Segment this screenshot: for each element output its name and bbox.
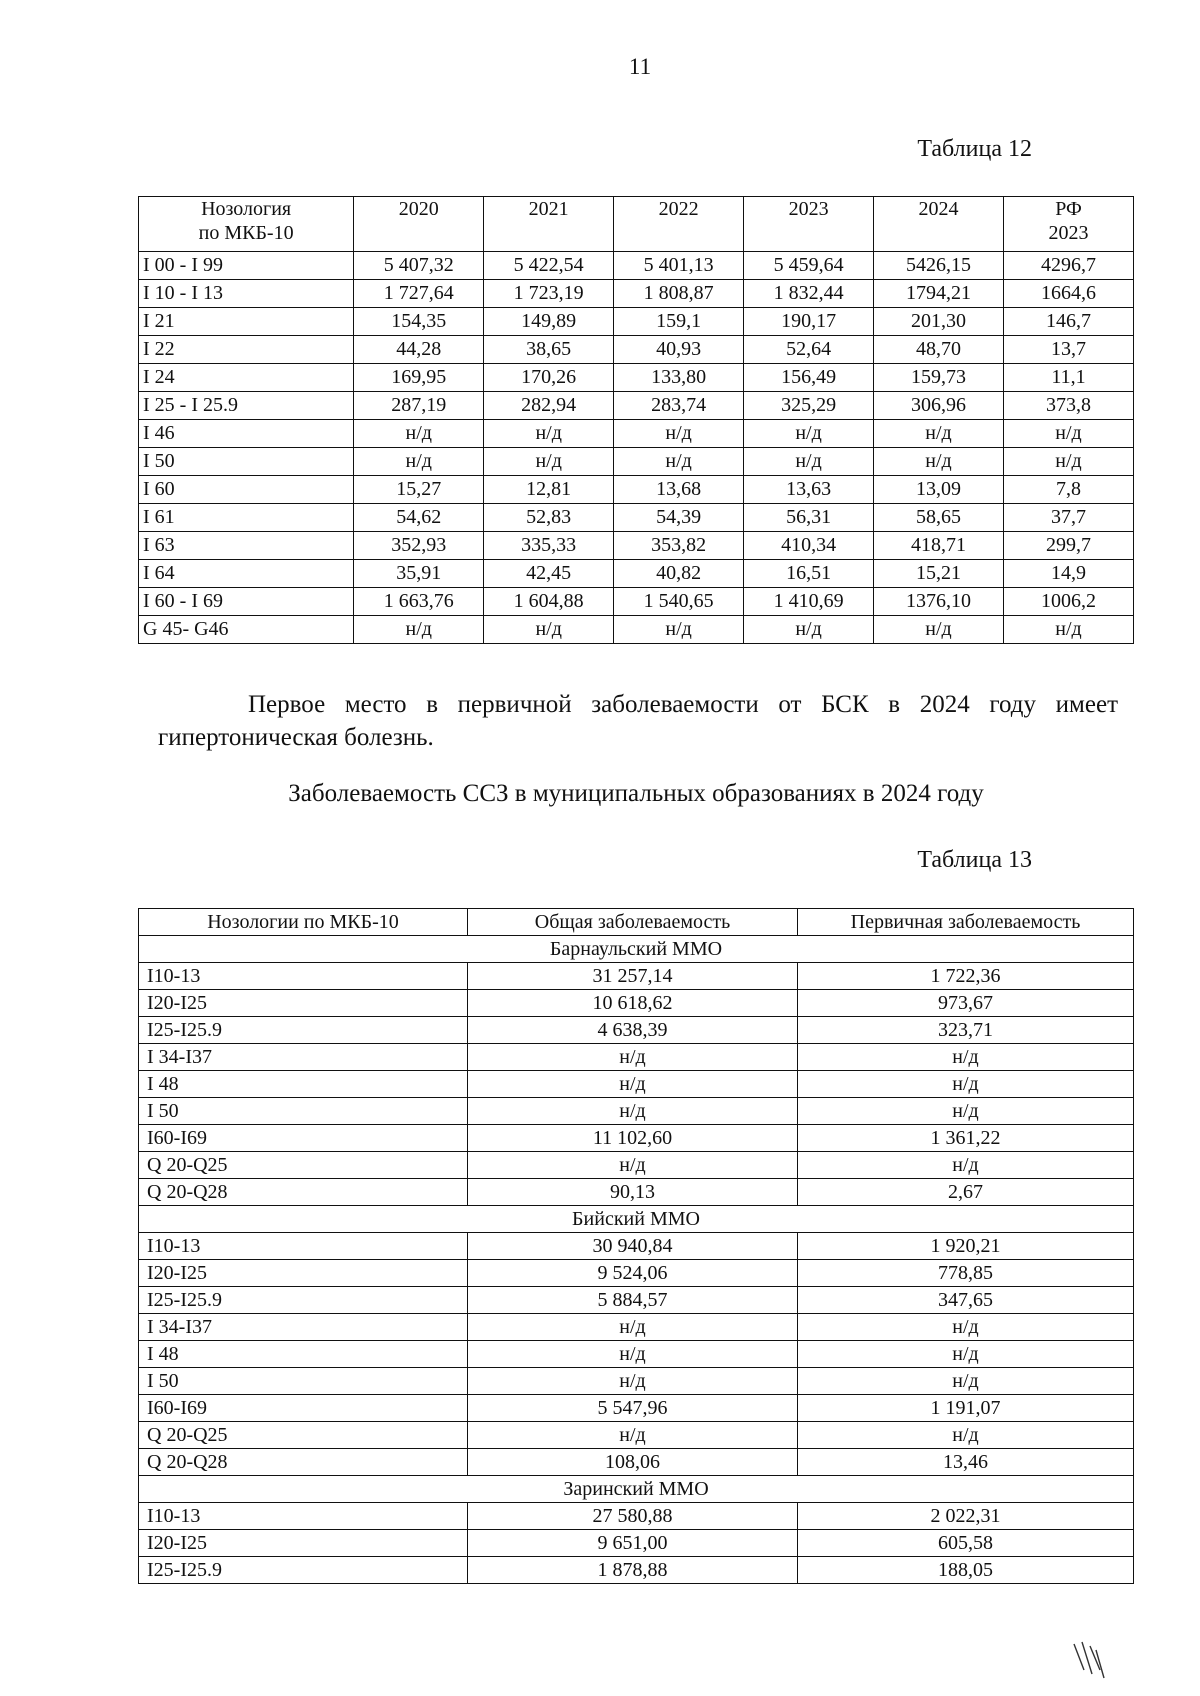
nosology-cell: G 45- G46 [139,616,354,644]
value-cell: 7,8 [1004,476,1134,504]
table-13-row [139,1017,1134,1044]
value-cell: 11,1 [1004,364,1134,392]
nosology-cell: I10-13 [139,1233,468,1260]
table-13-row [139,1557,1134,1584]
primary-morbidity-cell: 347,65 [798,1287,1134,1314]
primary-morbidity-cell: н/д [798,1341,1134,1368]
nosology-cell: I 21 [139,308,354,336]
table-13-row [139,1503,1134,1530]
nosology-cell: I20-I25 [139,990,468,1017]
table-13-row [139,990,1134,1017]
table-13-row [139,1422,1134,1449]
header-year-2023: 2023 [744,197,874,252]
value-cell: 1 410,69 [744,588,874,616]
value-cell: 352,93 [354,532,484,560]
header-year-2021: 2021 [484,197,614,252]
value-cell: 287,19 [354,392,484,420]
total-morbidity-cell: 31 257,14 [468,963,798,990]
nosology-cell: I10-13 [139,963,468,990]
nosology-cell: I 60 - I 69 [139,588,354,616]
value-cell: 325,29 [744,392,874,420]
total-morbidity-cell: 5 547,96 [468,1395,798,1422]
table-12-row [139,448,1134,476]
value-cell: 13,09 [874,476,1004,504]
nosology-cell: I 61 [139,504,354,532]
nosology-cell: I10-13 [139,1503,468,1530]
primary-morbidity-cell: 13,46 [798,1449,1134,1476]
nosology-cell: I25-I25.9 [139,1287,468,1314]
total-morbidity-cell: н/д [468,1314,798,1341]
header-primary-morbidity: Первичная заболеваемость [798,909,1134,936]
table-13-row [139,1314,1134,1341]
table-13-row [139,1395,1134,1422]
nosology-cell: Q 20-Q25 [139,1422,468,1449]
primary-morbidity-cell: 1 722,36 [798,963,1134,990]
total-morbidity-cell: 5 884,57 [468,1287,798,1314]
value-cell: 299,7 [1004,532,1134,560]
value-cell: 56,31 [744,504,874,532]
header-year-2020: 2020 [354,197,484,252]
nosology-cell: I20-I25 [139,1260,468,1287]
value-cell: 13,7 [1004,336,1134,364]
table-12-row [139,336,1134,364]
primary-morbidity-cell: 1 920,21 [798,1233,1134,1260]
total-morbidity-cell: 11 102,60 [468,1125,798,1152]
total-morbidity-cell: 27 580,88 [468,1503,798,1530]
total-morbidity-cell: 9 651,00 [468,1530,798,1557]
primary-morbidity-cell: 188,05 [798,1557,1134,1584]
signature-mark [1070,1640,1110,1680]
value-cell: 16,51 [744,560,874,588]
value-cell: н/д [874,420,1004,448]
value-cell: н/д [874,616,1004,644]
primary-morbidity-cell: 2,67 [798,1179,1134,1206]
table-12-row [139,280,1134,308]
table-13-row [139,1152,1134,1179]
value-cell: н/д [874,448,1004,476]
total-morbidity-cell: н/д [468,1044,798,1071]
value-cell: 38,65 [484,336,614,364]
primary-morbidity-cell: н/д [798,1098,1134,1125]
header-nosology [139,197,354,252]
value-cell: 58,65 [874,504,1004,532]
value-cell: н/д [1004,616,1134,644]
value-cell: 35,91 [354,560,484,588]
nosology-cell: I 48 [139,1071,468,1098]
table-12-row [139,532,1134,560]
value-cell: 52,64 [744,336,874,364]
value-cell: н/д [744,448,874,476]
nosology-cell: I 50 [139,1368,468,1395]
value-cell: 1 808,87 [614,280,744,308]
value-cell: 1 663,76 [354,588,484,616]
header-year-2024: 2024 [874,197,1004,252]
nosology-cell: Q 20-Q28 [139,1449,468,1476]
table-13-group-row [139,1476,1134,1503]
primary-morbidity-cell: н/д [798,1152,1134,1179]
paragraph-first-place: Первое место в первичной заболеваемости от БСК в 2024 году имеет гипертоническая болезнь. [158,691,1118,751]
total-morbidity-cell: 30 940,84 [468,1233,798,1260]
value-cell: 37,7 [1004,504,1134,532]
value-cell: н/д [354,616,484,644]
table-13-row [139,1530,1134,1557]
table-12-row [139,252,1134,280]
value-cell: 159,73 [874,364,1004,392]
table-13-row [139,1341,1134,1368]
header-rf-line2: 2023 [1048,222,1089,244]
table-12-header-row [139,197,1134,252]
table-13-group-row [139,936,1134,963]
table-13-row [139,1260,1134,1287]
table-12-row [139,308,1134,336]
nosology-cell: I 50 [139,1098,468,1125]
value-cell: 154,35 [354,308,484,336]
value-cell: 13,63 [744,476,874,504]
value-cell: 1794,21 [874,280,1004,308]
primary-morbidity-cell: н/д [798,1044,1134,1071]
value-cell: н/д [614,420,744,448]
value-cell: 169,95 [354,364,484,392]
table-12-row [139,364,1134,392]
value-cell: 15,21 [874,560,1004,588]
total-morbidity-cell: н/д [468,1071,798,1098]
value-cell: 5 422,54 [484,252,614,280]
total-morbidity-cell: н/д [468,1422,798,1449]
nosology-cell: I20-I25 [139,1530,468,1557]
nosology-cell: I60-I69 [139,1125,468,1152]
nosology-cell: I 50 [139,448,354,476]
table-12-caption: Таблица 12 [917,136,1032,162]
total-morbidity-cell: 9 524,06 [468,1260,798,1287]
value-cell: 42,45 [484,560,614,588]
value-cell: 5 407,32 [354,252,484,280]
value-cell: 5426,15 [874,252,1004,280]
primary-morbidity-cell: н/д [798,1314,1134,1341]
value-cell: н/д [744,616,874,644]
nosology-cell: I 25 - I 25.9 [139,392,354,420]
value-cell: н/д [484,616,614,644]
value-cell: н/д [354,420,484,448]
total-morbidity-cell: н/д [468,1368,798,1395]
nosology-cell: I60-I69 [139,1395,468,1422]
value-cell: н/д [484,448,614,476]
primary-morbidity-cell: 2 022,31 [798,1503,1134,1530]
header-nosology-line1: Нозология [201,198,292,220]
primary-morbidity-cell: 1 361,22 [798,1125,1134,1152]
nosology-cell: Q 20-Q25 [139,1152,468,1179]
nosology-cell: I 34-I37 [139,1044,468,1071]
table-13-row [139,1368,1134,1395]
primary-morbidity-cell: 323,71 [798,1017,1134,1044]
value-cell: 1664,6 [1004,280,1134,308]
municipality-name: Бийский ММО [139,1206,1134,1233]
value-cell: н/д [744,420,874,448]
value-cell: 418,71 [874,532,1004,560]
value-cell: 13,68 [614,476,744,504]
value-cell: 410,34 [744,532,874,560]
value-cell: 48,70 [874,336,1004,364]
table-13-row [139,1044,1134,1071]
value-cell: 40,82 [614,560,744,588]
primary-morbidity-cell: н/д [798,1071,1134,1098]
value-cell: 54,39 [614,504,744,532]
table-13-row [139,1098,1134,1125]
total-morbidity-cell: 10 618,62 [468,990,798,1017]
header-rf-line1: РФ [1055,198,1082,220]
nosology-cell: I 64 [139,560,354,588]
table-13-header-row [139,909,1134,936]
page-number: 11 [628,54,652,79]
table-13-row [139,963,1134,990]
value-cell: 1 604,88 [484,588,614,616]
header-nosology-line2: по МКБ-10 [198,222,294,244]
value-cell: 149,89 [484,308,614,336]
nosology-cell: I 22 [139,336,354,364]
value-cell: 4296,7 [1004,252,1134,280]
header-total-morbidity: Общая заболеваемость [468,909,798,936]
nosology-cell: I 10 - I 13 [139,280,354,308]
value-cell: н/д [1004,420,1134,448]
table-12-row [139,616,1134,644]
table-13-row [139,1125,1134,1152]
value-cell: 159,1 [614,308,744,336]
nosology-cell: I 46 [139,420,354,448]
table-13-heading: Заболеваемость ССЗ в муниципальных образованиях в 2024 году [288,780,984,807]
value-cell: 170,26 [484,364,614,392]
value-cell: 1376,10 [874,588,1004,616]
nosology-cell: I 24 [139,364,354,392]
total-morbidity-cell: н/д [468,1341,798,1368]
municipality-name: Заринский ММО [139,1476,1134,1503]
value-cell: 44,28 [354,336,484,364]
value-cell: 1 832,44 [744,280,874,308]
value-cell: 5 401,13 [614,252,744,280]
table-13-row [139,1179,1134,1206]
table-13-row [139,1287,1134,1314]
table-12-row [139,588,1134,616]
header-rf [1004,197,1134,252]
value-cell: 1 727,64 [354,280,484,308]
table-12-row [139,392,1134,420]
table-13 [138,908,1134,1584]
value-cell: 353,82 [614,532,744,560]
value-cell: 12,81 [484,476,614,504]
value-cell: н/д [484,420,614,448]
primary-morbidity-cell: н/д [798,1368,1134,1395]
total-morbidity-cell: 90,13 [468,1179,798,1206]
value-cell: 15,27 [354,476,484,504]
nosology-cell: I 63 [139,532,354,560]
table-13-caption: Таблица 13 [917,847,1032,873]
table-13-row [139,1449,1134,1476]
table-12-row [139,560,1134,588]
total-morbidity-cell: н/д [468,1152,798,1179]
value-cell: 1006,2 [1004,588,1134,616]
value-cell: 335,33 [484,532,614,560]
total-morbidity-cell: 4 638,39 [468,1017,798,1044]
value-cell: 133,80 [614,364,744,392]
primary-morbidity-cell: 1 191,07 [798,1395,1134,1422]
value-cell: н/д [614,616,744,644]
value-cell: 1 540,65 [614,588,744,616]
table-12 [138,196,1134,644]
nosology-cell: I 00 - I 99 [139,252,354,280]
primary-morbidity-cell: 605,58 [798,1530,1134,1557]
primary-morbidity-cell: 778,85 [798,1260,1134,1287]
total-morbidity-cell: 1 878,88 [468,1557,798,1584]
value-cell: н/д [354,448,484,476]
value-cell: 40,93 [614,336,744,364]
table-13-row [139,1233,1134,1260]
header-nosologies: Нозологии по МКБ-10 [139,909,468,936]
municipality-name: Барнаульский ММО [139,936,1134,963]
value-cell: 1 723,19 [484,280,614,308]
table-12-row [139,476,1134,504]
table-13-row [139,1071,1134,1098]
nosology-cell: I 34-I37 [139,1314,468,1341]
total-morbidity-cell: 108,06 [468,1449,798,1476]
value-cell: н/д [614,448,744,476]
nosology-cell: I 48 [139,1341,468,1368]
value-cell: 373,8 [1004,392,1134,420]
table-13-group-row [139,1206,1134,1233]
value-cell: 146,7 [1004,308,1134,336]
value-cell: 54,62 [354,504,484,532]
value-cell: 14,9 [1004,560,1134,588]
value-cell: 306,96 [874,392,1004,420]
primary-morbidity-cell: 973,67 [798,990,1134,1017]
table-12-row [139,420,1134,448]
header-year-2022: 2022 [614,197,744,252]
total-morbidity-cell: н/д [468,1098,798,1125]
value-cell: 156,49 [744,364,874,392]
value-cell: 282,94 [484,392,614,420]
value-cell: 283,74 [614,392,744,420]
value-cell: 5 459,64 [744,252,874,280]
nosology-cell: I25-I25.9 [139,1557,468,1584]
table-12-row [139,504,1134,532]
value-cell: н/д [1004,448,1134,476]
value-cell: 201,30 [874,308,1004,336]
nosology-cell: Q 20-Q28 [139,1179,468,1206]
value-cell: 190,17 [744,308,874,336]
nosology-cell: I 60 [139,476,354,504]
value-cell: 52,83 [484,504,614,532]
nosology-cell: I25-I25.9 [139,1017,468,1044]
primary-morbidity-cell: н/д [798,1422,1134,1449]
